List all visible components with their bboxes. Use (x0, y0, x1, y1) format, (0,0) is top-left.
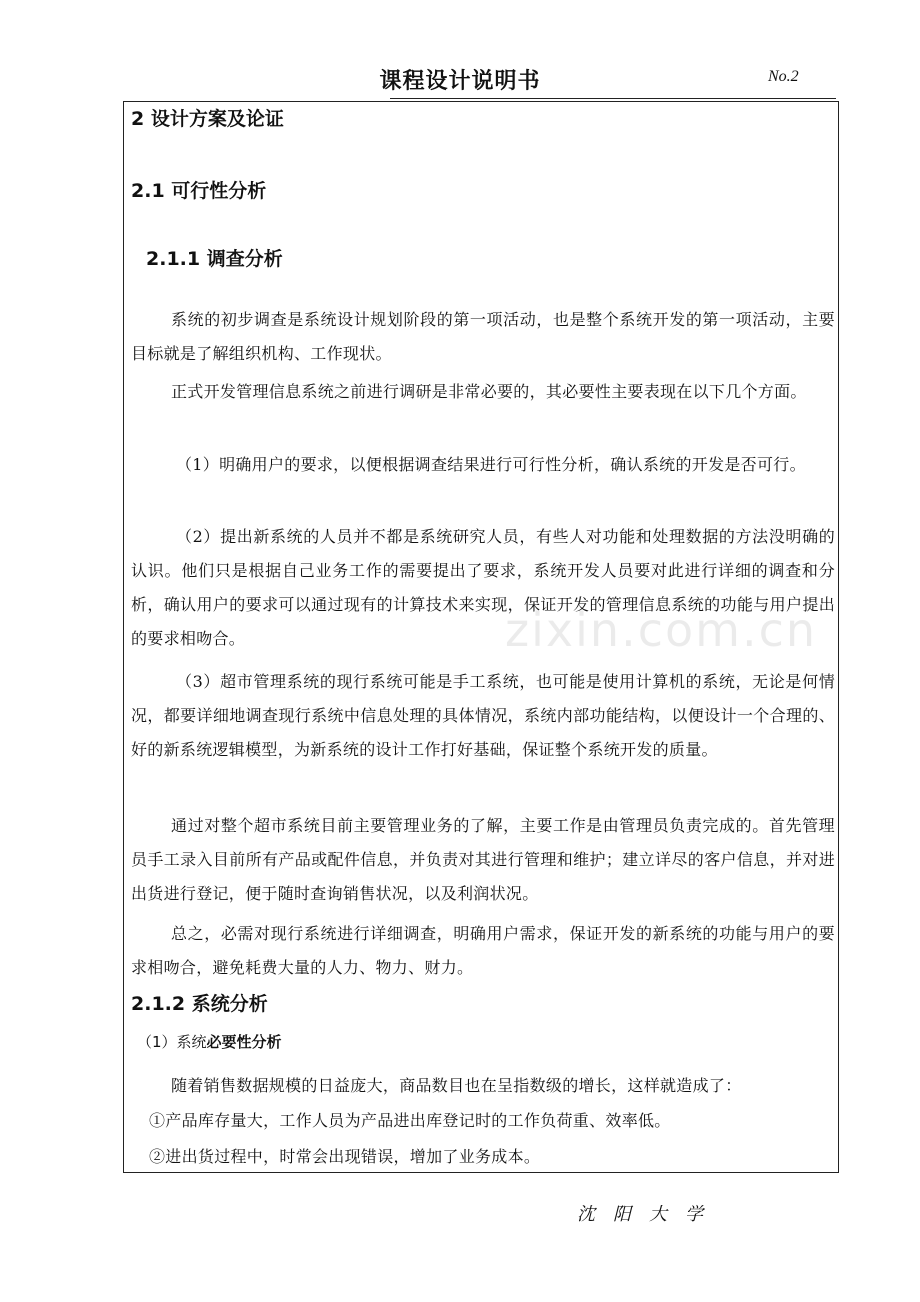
necessity-subpoint-bold: 必要性分析 (206, 1033, 282, 1051)
subsubsection-heading-survey: 2.1.1 调查分析 (146, 248, 283, 270)
list-item: ①产品库存量大，工作人员为产品进出库登记时的工作负荷重、效率低。 (149, 1111, 671, 1130)
subsection-heading: 2.1 可行性分析 (131, 180, 267, 202)
footer-university: 沈阳大学 (577, 1204, 721, 1225)
subsubsection-heading-analysis: 2.1.2 系统分析 (131, 993, 268, 1015)
list-item: ②进出货过程中，时常会出现错误，增加了业务成本。 (149, 1147, 541, 1166)
paragraph-6: 通过对整个超市系统目前主要管理业务的了解，主要工作是由管理员负责完成的。首先管理员手工录入目前所有产品或配件信息，并负责对其进行管理和维护；建立详尽的客户信息，并对进出货进行登记，便于随时查询销售状况，以及利润状况。 (131, 816, 835, 903)
paragraph-3: （1）明确用户的要求，以便根据调查结果进行可行性分析，确认系统的开发是否可行。 (176, 455, 806, 474)
paragraph-1: 系统的初步调查是系统设计规划阶段的第一项活动，也是整个系统开发的第一项活动，主要目标就是了解组织机构、工作现状。 (131, 310, 835, 363)
page-number: No.2 (768, 68, 799, 85)
necessity-intro: 随着销售数据规模的日益庞大，商品数目也在呈指数级的增长，这样就造成了： (171, 1076, 742, 1095)
watermark: zixin.com.cn (505, 603, 818, 657)
section-heading: 2 设计方案及论证 (131, 108, 284, 130)
paragraph-2: 正式开发管理信息系统之前进行调研是非常必要的，其必要性主要表现在以下几个方面。 (171, 382, 807, 401)
necessity-subpoint (137, 1031, 282, 1052)
paragraph-4: （2）提出新系统的人员并不都是系统研究人员，有些人对功能和处理数据的方法没明确的认识。他们只是根据自己业务工作的需要提出了要求，系统开发人员要对此进行详细的调查和分析，确认用户的要求可以通过现有的计算技术来实现，保证开发的管理信息系统的功能与用户提出的要求相吻合。 (131, 527, 835, 648)
paragraph-7: 总之，必需对现行系统进行详细调查，明确用户需求，保证开发的新系统的功能与用户的要求相吻合，避免耗费大量的人力、物力、财力。 (131, 924, 835, 977)
header-rule (390, 98, 836, 99)
necessity-subpoint-prefix: （1）系统 (137, 1033, 207, 1051)
page-title: 课程设计说明书 (379, 69, 541, 94)
paragraph-5: （3）超市管理系统的现行系统可能是手工系统，也可能是使用计算机的系统，无论是何情况，都要详细地调查现行系统中信息处理的具体情况，系统内部功能结构，以便设计一个合理的、好的新系统逻辑模型，为新系统的设计工作打好基础，保证整个系统开发的质量。 (131, 672, 835, 759)
